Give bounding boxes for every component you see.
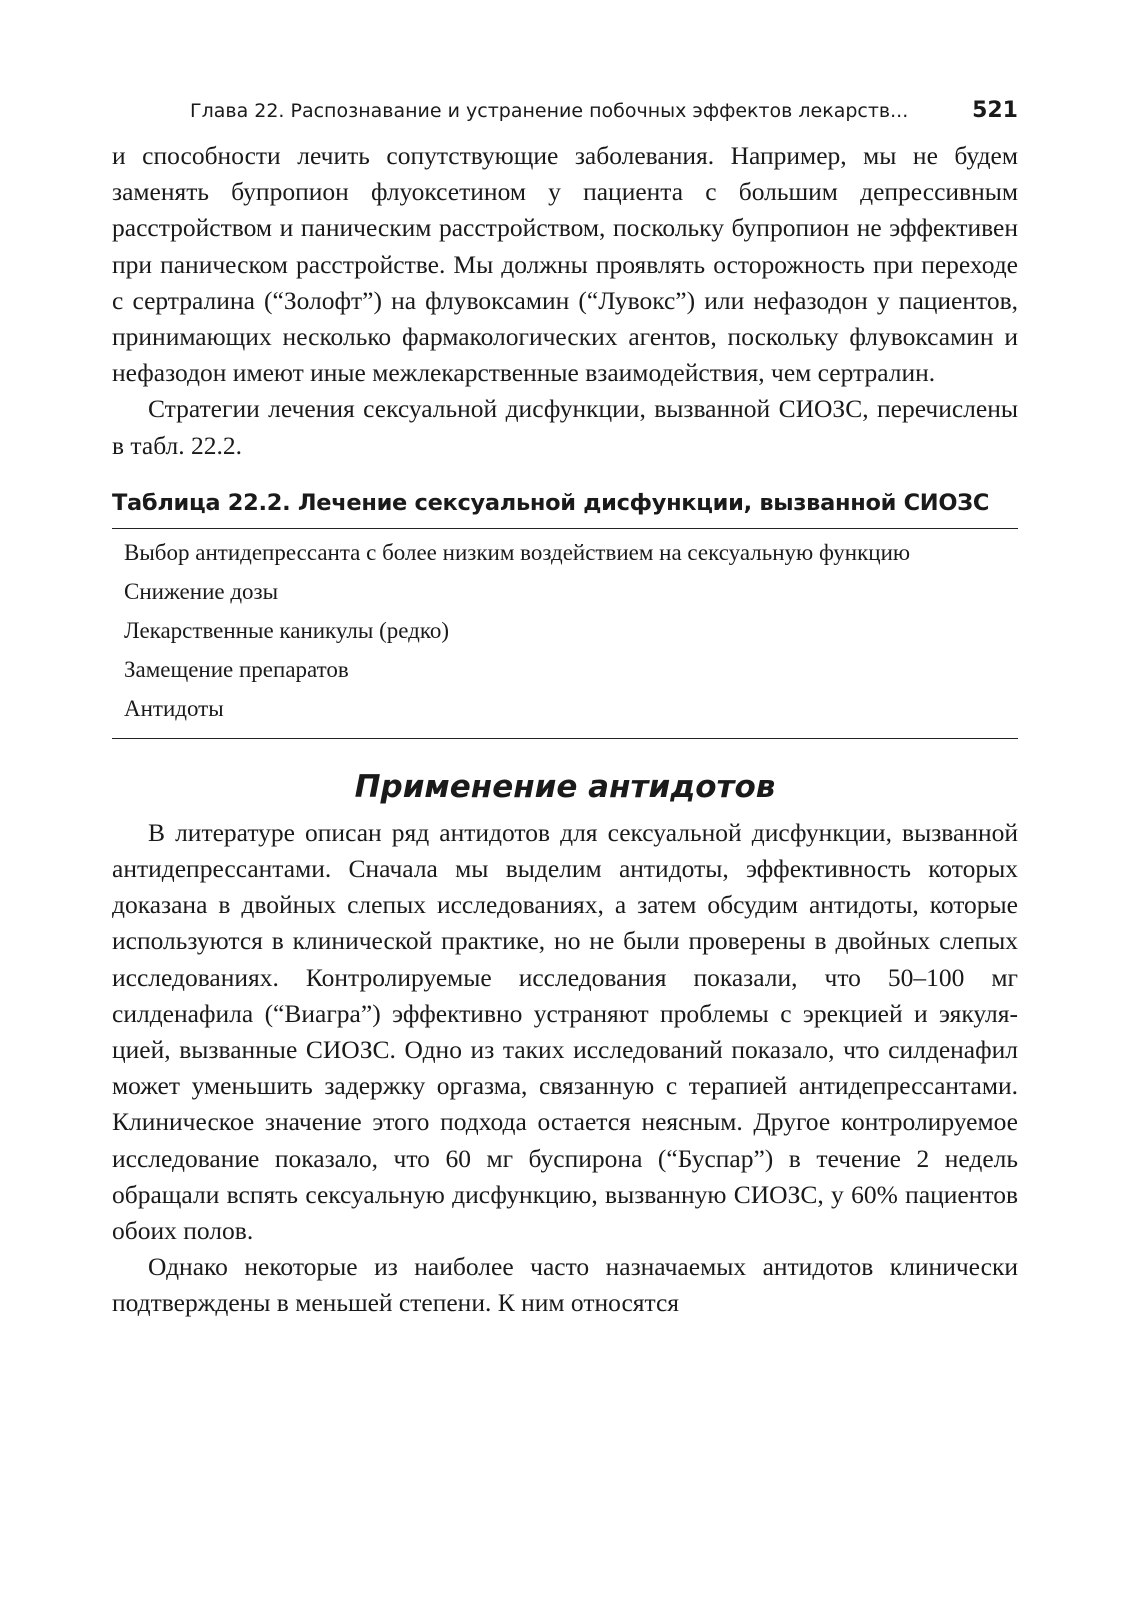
table-row: Антидоты	[124, 695, 224, 721]
table-row: Лекарственные каникулы (редко)	[124, 617, 450, 643]
treatment-table	[112, 528, 1018, 739]
book-page	[112, 98, 1018, 1322]
chapter-title: Глава 22. Распознавание и устранение побочных эффектов лекарств...	[190, 100, 909, 122]
table-caption: Таблица 22.2. Лечение сексуальной дисфункции, вызванной СИОЗС	[112, 489, 990, 516]
table-row: Снижение дозы	[124, 578, 279, 604]
page-number: 521	[972, 98, 1018, 123]
table-row: Замещение препаратов	[124, 656, 349, 682]
paragraph-antidotes: В литературе описан ряд антидотов для сексуальной дисфункции, вызванной антидепрессантами. Сначала мы выделим антидоты, эффективность которых доказана в двойных слепых исследованиях, а затем обсудим антидоты, которые используются в клинической практике, но не были проверены в двойных слепых исследованиях. Контролируемые исследования показали, что 50–100 мг силденафила (“Виагра”) эффективно устраняют проблемы с эрекцией и эякуляцией, вызванные СИОЗС. Одно из таких исследований показало, что силденафил может уменьшить задержку оргазма, связанную с терапией антидепрессантами. Клиническое значение этого подхода остается неясным. Другое контролируемое исследование показало, что 60 мг буспирона (“Буспар”) в течение 2 недель обращали вспять сексуальную дисфункцию, вызванную СИОЗС, у 60% пациентов обоих полов.	[112, 817, 1018, 1246]
paragraph-continuation: и способности лечить сопутствующие заболевания. Например, мы не будем заменять бупропион флуоксетином у пациента с большим депрессивным расстройством и паническим расстройством, поскольку бупропион не эффективен при паническом расстройстве. Мы должны проявлять осторожность при переходе с сертралина (“Золофт”) на флувоксамин (“Лувокс”) или нефазодон у пациентов, принимающих несколько фармакологических агентов, поскольку флувоксамин и нефазодон имеют иные межлекарственные взаимодействия, чем сертралин.	[112, 141, 1018, 388]
paragraph-table-reference: Стратегии лечения сексуальной дисфункции, вызванной СИОЗС, перечислены в табл. 22.2.	[112, 394, 1018, 460]
section-heading: Применение антидотов	[354, 768, 776, 805]
paragraph-antidotes-continued: Однако некоторые из наиболее часто назначаемых антидотов клинически подтверждены в меньшей степени. К ним относятся	[112, 1252, 1018, 1318]
running-header	[190, 98, 1018, 138]
table-row: Выбор антидепрессанта с более низким воздействием на сексуальную функцию	[124, 539, 911, 565]
